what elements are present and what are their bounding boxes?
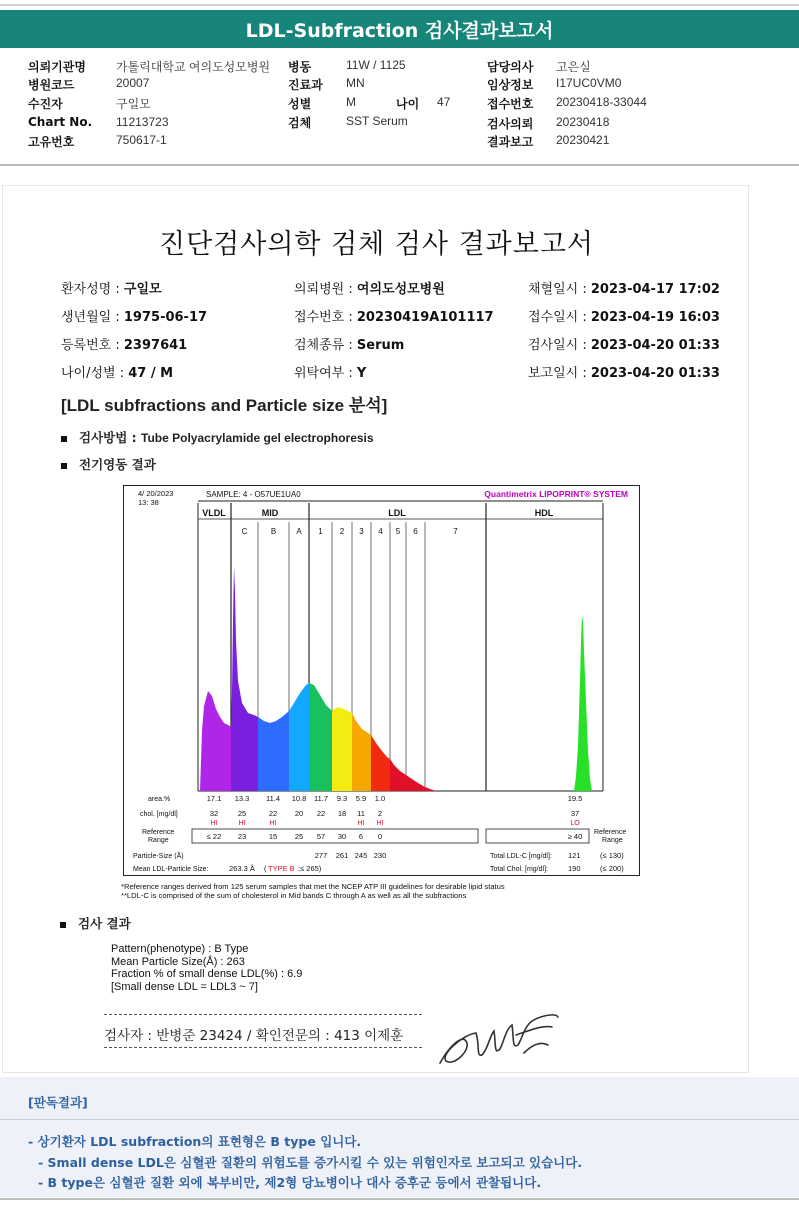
band-area-5 [390,759,406,791]
label-physician: 담당의사 [487,60,534,74]
chart-time: 13: 38 [138,498,159,507]
field-report-time [528,362,720,381]
field-value: 20230419A101117 [356,310,494,325]
chol-value-VLDL: 32 [209,809,219,818]
field-value: 2023-04-19 16:03 [590,310,720,325]
ref-value-A: 25 [294,832,304,841]
label-specimen: 검체 [288,116,312,130]
value-result-report: 20230421 [556,133,610,147]
field-outsourced [294,362,366,381]
row-label-mean: Mean LDL-Particle Size: [133,866,209,873]
label-clinical-info: 임상정보 [487,78,534,92]
bullet-icon [60,922,66,928]
field-collection-time [528,278,720,297]
area-value-3: 5.9 [355,794,367,803]
band-area-A [289,683,309,791]
chol-flag-C: HI [238,820,246,827]
region-label-vldl: VLDL [202,508,226,518]
field-label: 검체종류 : [294,338,357,353]
chol-flag-4: HI [376,820,384,827]
size-value-1: 277 [314,851,328,860]
field-label: 생년월일 : [61,310,124,325]
ref-value-B: 15 [268,832,278,841]
row-label-ref-right-2: Range [602,837,623,844]
band-label-A: A [296,527,302,536]
band-label-7: 7 [453,527,458,536]
field-birthdate [61,306,207,325]
band-area-hdl [574,616,592,791]
interpretation-title: [판독결과] [28,1095,88,1110]
chol-flag-HDL: LO [570,820,580,827]
page-title: LDL-Subfraction 검사결과보고서 [245,19,554,42]
value-test-request: 20230418 [556,115,610,129]
bullet-icon [61,436,67,442]
row-label-size: Particle-Size (Å) [133,853,184,860]
field-label: 위탁여부 : [294,366,357,381]
ref-value-3: 6 [358,832,364,841]
result-list [111,943,302,993]
band-area-3 [352,713,371,791]
total-chol-ref: (≤ 200) [600,864,624,873]
label-receipt-number: 접수번호 [487,97,534,111]
mean-ref: ;≤ 265) [298,864,322,873]
label-ward: 병동 [288,60,312,74]
ref-value-HDL: ≥ 40 [567,832,583,841]
label-unique-number: 고유번호 [28,135,75,149]
signature-line-bottom [104,1047,422,1048]
region-label-hdl: HDL [534,508,554,518]
total-ldl-value: 121 [568,851,581,860]
field-label: 등록번호 : [61,338,124,353]
size-value-2: 261 [335,851,349,860]
row-label-area: area.% [148,796,171,803]
result-pattern: Pattern(phenotype) : B Type [111,943,249,955]
field-value: 2023-04-17 17:02 [590,282,720,297]
band-area-C [231,566,258,791]
value-unique-number: 750617-1 [116,133,167,147]
label-requesting-institution: 의뢰기관명 [28,60,86,74]
value-patient: 구일모 [116,97,151,111]
ref-value-2: 30 [337,832,347,841]
ref-value-C: 23 [237,832,247,841]
method-label: 검사방법 : [79,430,142,445]
patient-info [0,52,799,164]
band-area-4 [371,735,390,791]
chol-value-1: 22 [316,809,326,818]
divider [0,164,799,166]
area-value-VLDL: 17.1 [206,794,222,803]
label-age: 나이 [396,97,420,111]
area-value-1: 11.7 [313,794,329,803]
field-label: 접수번호 : [294,310,357,325]
band-label-1: 1 [318,527,323,536]
bullet-icon [61,463,67,469]
mean-size-value: 263.3 Å [229,864,255,873]
result-label: 검사 결과 [78,916,131,931]
field-registration-no [61,334,187,353]
total-chol-label: Total Chol. [mg/dl]: [490,866,548,873]
label-test-request: 검사의뢰 [487,117,534,131]
band-label-3: 3 [359,527,364,536]
area-value-4: 1.0 [374,794,386,803]
band-area-B [258,711,289,791]
chol-value-B: 22 [268,809,278,818]
signature-stroke [440,1015,558,1063]
chart-sample: SAMPLE: 4 - O57UE1UA0 [206,490,301,499]
value-age: 47 [437,95,451,109]
section-heading: [LDL subfractions and Particle size 분석] [61,396,388,415]
row-label-chol: chol. [mg/dl] [140,811,178,818]
band-area-1 [309,683,332,791]
total-ldl-ref: (≤ 130) [600,851,624,860]
value-specimen: SST Serum [346,114,408,128]
field-label: 의뢰병원 : [294,282,357,297]
result-heading [60,914,131,932]
area-value-2: 9.3 [336,794,348,803]
chol-flag-3: HI [357,820,365,827]
result-mean-size: Mean Particle Size(Å) : 263 [111,955,245,968]
total-ldl-label: Total LDL-C [mg/dl]: [490,853,552,860]
field-patient-name [61,278,162,297]
ref-value-VLDL: ≤ 22 [206,832,222,841]
label-chart-no: Chart No. [28,115,93,129]
value-sex: M [346,95,356,109]
band-label-5: 5 [395,527,401,536]
value-requesting-institution: 가톨릭대학교 여의도성모병원 [116,60,271,74]
interpretation-section [0,1077,799,1197]
band-label-4: 4 [378,527,383,536]
field-value: Y [356,366,367,381]
electrophoresis-label: 전기영동 결과 [79,457,156,472]
chol-flag-VLDL: HI [210,820,218,827]
chol-value-3: 11 [357,809,365,818]
page-title-bar [0,10,799,48]
interpretation-line-2: - Small dense LDL은 심혈관 질환의 위험도를 증가시킬 수 있는 위험인자로 보고되고 있습니다. [38,1155,583,1170]
field-receipt-no [294,306,494,325]
label-result-report: 결과보고 [487,135,534,149]
band-area-6 [406,775,425,791]
top-rule [0,4,799,6]
area-value-A: 10.8 [291,794,307,803]
ref-value-4: 0 [377,832,383,841]
field-value: Serum [356,338,405,353]
field-value: 2397641 [123,338,188,353]
region-label-ldl: LDL [388,508,406,518]
label-department: 진료과 [288,78,323,92]
band-label-6: 6 [413,527,418,536]
report-title: 진단검사의학 검체 검사 결과보고서 [159,229,594,260]
field-specimen-type [294,334,404,353]
label-hospital-code: 병원코드 [28,78,75,92]
band-area-7 [425,787,436,791]
field-value: 2023-04-20 01:33 [590,338,720,353]
chol-value-C: 25 [237,809,247,818]
label-patient: 수진자 [28,97,63,111]
field-value: 1975-06-17 [123,310,208,325]
signature-line-top [104,1014,422,1015]
field-value: 여의도성모병원 [356,282,445,297]
row-label-ref-2: Range [148,837,169,844]
field-receipt-time [528,306,720,325]
electrophoresis-heading [61,455,156,473]
bottom-rule [0,1198,799,1200]
field-label: 검사일시 : [528,338,591,353]
region-label-mid: MID [261,508,279,518]
interpretation-divider [0,1119,799,1120]
field-label: 나이/성별 : [61,366,129,381]
signature-image [432,1005,562,1073]
field-age-sex [61,362,173,381]
value-hospital-code: 20007 [116,76,150,90]
chol-value-4: 2 [377,809,383,818]
ref-value-1: 57 [316,832,326,841]
field-label: 보고일시 : [528,366,591,381]
chart-title: Quantimetrix LIPOPRINT® SYSTEM [484,489,628,499]
value-department: MN [346,76,365,90]
field-label: 환자성명 : [61,282,124,297]
field-test-time [528,334,720,353]
band-area-2 [332,707,352,791]
row-label-ref-right-1: Reference [594,829,627,836]
row-label-ref-1: Reference [142,829,175,836]
value-clinical-info: I17UC0VM0 [556,76,622,90]
area-value-C: 13.3 [234,794,250,803]
band-label-2: 2 [339,527,345,536]
chol-value-2: 18 [337,809,347,818]
method-value: Tube Polyacrylamide gel electrophoresis [141,431,374,445]
result-fraction: Fraction % of small dense LDL(%) : 6.9 [111,968,303,980]
size-value-4: 230 [373,851,387,860]
field-value: 구일모 [123,282,162,297]
value-ward: 11W / 1125 [346,58,406,72]
value-physician: 고은실 [556,60,591,74]
label-sex: 성별 [288,97,312,111]
lipoprint-chart [123,485,640,876]
field-value: 47 / M [128,366,174,381]
footnote-ldl-c: **LDL-C is comprised of the sum of cholesterol in Mid bands C through A as well as all the subfractions [121,891,467,900]
area-value-HDL: 19.5 [567,794,583,803]
chol-value-HDL: 37 [570,809,580,818]
chart-svg [124,486,639,875]
footnote-reference: *Reference ranges derived from 125 serum samples that met the NCEP ATP III guidelines for desirable lipid status [121,882,505,891]
field-hospital [294,278,445,297]
size-value-3: 245 [354,851,368,860]
interpretation-line-1: - 상기환자 LDL subfraction의 표현형은 B type 입니다. [28,1134,362,1149]
mean-type: TYPE B [268,864,295,873]
band-label-B: B [270,527,277,536]
band-area-vldl [200,691,231,791]
interpretation-line-3: - B type은 심혈관 질환 외에 복부비만, 제2형 당뇨병이나 대사 증후군 등에서 관찰됩니다. [38,1175,542,1190]
band-label-C: C [241,527,248,536]
method-line [61,428,374,446]
total-chol-value: 190 [568,864,581,873]
result-small-dense: [Small dense LDL = LDL3 ~ 7] [111,980,258,993]
chart-date: 4/ 20/2023 [138,489,174,498]
value-chart-no: 11213723 [116,115,169,129]
field-value: 2023-04-20 01:33 [590,366,720,381]
signer-text: 검사자 : 반병준 23424 / 확인전문의 : 413 이제훈 [104,1028,404,1044]
field-label: 채혈일시 : [528,282,591,297]
chol-value-A: 20 [294,809,304,818]
value-receipt-number: 20230418-33044 [556,95,647,109]
chol-flag-B: HI [269,820,277,827]
mean-type-paren: ( [264,864,267,873]
area-value-B: 11.4 [265,794,281,803]
ref-range-box-ldl [192,829,478,843]
field-label: 접수일시 : [528,310,591,325]
